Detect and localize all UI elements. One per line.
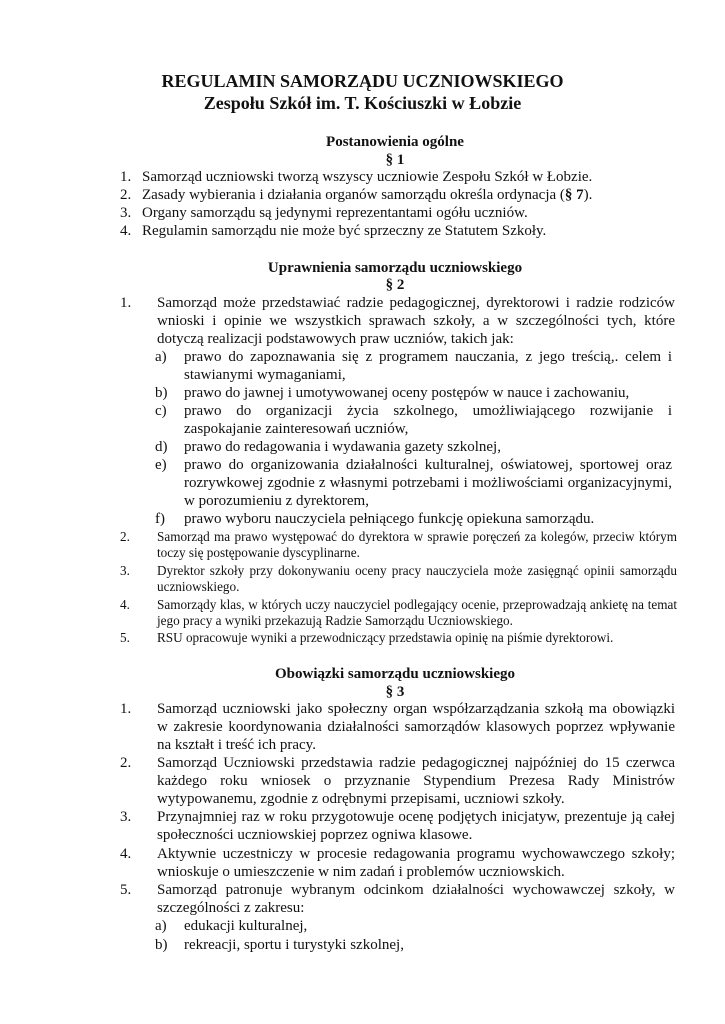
sub-item-letter: b) <box>155 385 168 401</box>
item-number: 3. <box>120 809 132 825</box>
item-text: Samorząd może przedstawiać radzie pedagogicznej, dyrektorowi i radzie rodziców wnioski i opinie we wszystkich sprawach szkoły, a w szczególności tych, które dotyczą realizacji podstawowych praw uczniów, takich jak: <box>157 295 675 347</box>
item-number: 3. <box>120 563 130 578</box>
sub-item-text: prawo do zapoznawania się z programem nauczania, z jego treścią,. celem i stawianymi wymaganiami, <box>184 349 672 383</box>
paragraph-symbol: § 2 <box>385 277 405 293</box>
item-text-main: Zasady wybierania i działania organów samorządu określa ordynacja ( <box>142 187 565 203</box>
item-text: Przynajmniej raz w roku przygotowuje ocenę podjętych inicjatyw, prezentuje ją całej społeczności uczniowskiej poprzez ogniwa klasowe. <box>157 809 675 843</box>
document-title: REGULAMIN SAMORZĄDU UCZNIOWSKIEGO <box>161 71 564 91</box>
item-text: Regulamin samorządu nie może być sprzeczny ze Statutem Szkoły. <box>142 223 547 239</box>
item-text: Samorząd Uczniowski przedstawia radzie pedagogicznej najpóźniej do 15 czerwca każdego roku wniosek o przyznanie Stypendium Prezesa Rady Ministrów wytypowanemu, zgodnie z odrębnymi przepisami, uczniowi szkoły. <box>157 755 675 807</box>
sub-item-text: prawo do redagowania i wydawania gazety szkolnej, <box>184 439 501 455</box>
item-number: 2. <box>120 529 130 544</box>
sub-item-letter: f) <box>155 511 165 527</box>
item-number: 1. <box>120 701 132 717</box>
item-text: Aktywnie uczestniczy w procesie redagowania programu wychowawczego szkoły; wnioskuje o umieszczenie w nim zadań i problemów uczniowskich. <box>157 846 675 880</box>
sub-item-letter: b) <box>155 937 168 953</box>
paragraph-symbol: § 1 <box>385 152 405 168</box>
item-text: Samorząd uczniowski jako społeczny organ współzarządzania szkołą ma obowiązki w zakresie koordynowania działalności samorządów klasowych poprzez wpływanie na kształt i treść ich pracy. <box>157 701 675 753</box>
item-text: RSU opracowuje wyniki a przewodniczący przedstawia opinię na piśmie dyrektorowi. <box>157 630 614 645</box>
item-number: 2. <box>120 755 132 771</box>
section-heading: Obowiązki samorządu uczniowskiego <box>274 666 515 682</box>
item-number: 4. <box>120 597 130 612</box>
sub-item-text: prawo wyboru nauczyciela pełniącego funkcję opiekuna samorządu. <box>184 511 595 527</box>
sub-item-text: prawo do organizowania działalności kulturalnej, oświatowej, sportowej oraz rozrywkowej zgodnie z własnymi potrzebami i możliwościami organizacyjnymi, w porozumieniu z dyrektorem, <box>184 457 672 509</box>
document-subtitle: Zespołu Szkół im. T. Kościuszki w Łobzie <box>203 93 522 113</box>
item-number: 3. <box>120 205 132 221</box>
item-text: Samorząd ma prawo występować do dyrektora w sprawie poręczeń za kolegów, przeciw którym toczy się postępowanie dyscyplinarne. <box>157 529 677 560</box>
sub-item-letter: a) <box>155 349 167 365</box>
item-text: Organy samorządu są jedynymi reprezentantami ogółu uczniów. <box>142 205 528 221</box>
section-heading: Uprawnienia samorządu uczniowskiego <box>267 260 523 276</box>
item-number: 4. <box>120 223 132 239</box>
sub-item-text: rekreacji, sportu i turystyki szkolnej, <box>184 937 404 953</box>
paragraph-reference: § 7 <box>564 187 584 203</box>
item-text <box>142 186 592 204</box>
section-heading: Postanowienia ogólne <box>326 134 464 150</box>
item-text: Dyrektor szkoły przy dokonywaniu oceny pracy nauczyciela może zasięgnąć opinii samorządu uczniowskiego. <box>157 563 677 594</box>
item-text: Samorządy klas, w których uczy nauczyciel podlegający ocenie, przeprowadzają ankietę na temat jego pracy a wyniki przekazują Radzie Samorządu Uczniowskiego. <box>157 597 677 628</box>
sub-item-text: edukacji kulturalnej, <box>184 918 308 934</box>
item-text: Samorząd patronuje wybranym odcinkom działalności wychowawczej szkoły, w szczególności z zakresu: <box>157 882 675 916</box>
item-text-end: ). <box>583 187 593 203</box>
item-number: 5. <box>120 630 130 645</box>
item-number: 4. <box>120 846 132 862</box>
sub-item-letter: e) <box>155 457 167 473</box>
item-number: 5. <box>120 882 132 898</box>
item-number: 1. <box>120 169 132 185</box>
sub-item-letter: a) <box>155 918 167 934</box>
sub-item-text: prawo do organizacji życia szkolnego, umożliwiającego rozwijanie i zaspokajanie zainteresowań uczniów, <box>184 403 672 437</box>
item-number: 2. <box>120 187 132 203</box>
sub-item-letter: d) <box>155 439 168 455</box>
item-text: Samorząd uczniowski tworzą wszyscy uczniowie Zespołu Szkół w Łobzie. <box>142 169 593 185</box>
item-number: 1. <box>120 295 132 311</box>
paragraph-symbol: § 3 <box>385 684 405 700</box>
sub-item-letter: c) <box>155 403 167 419</box>
sub-item-text: prawo do jawnej i umotywowanej oceny postępów w nauce i zachowaniu, <box>184 385 630 401</box>
